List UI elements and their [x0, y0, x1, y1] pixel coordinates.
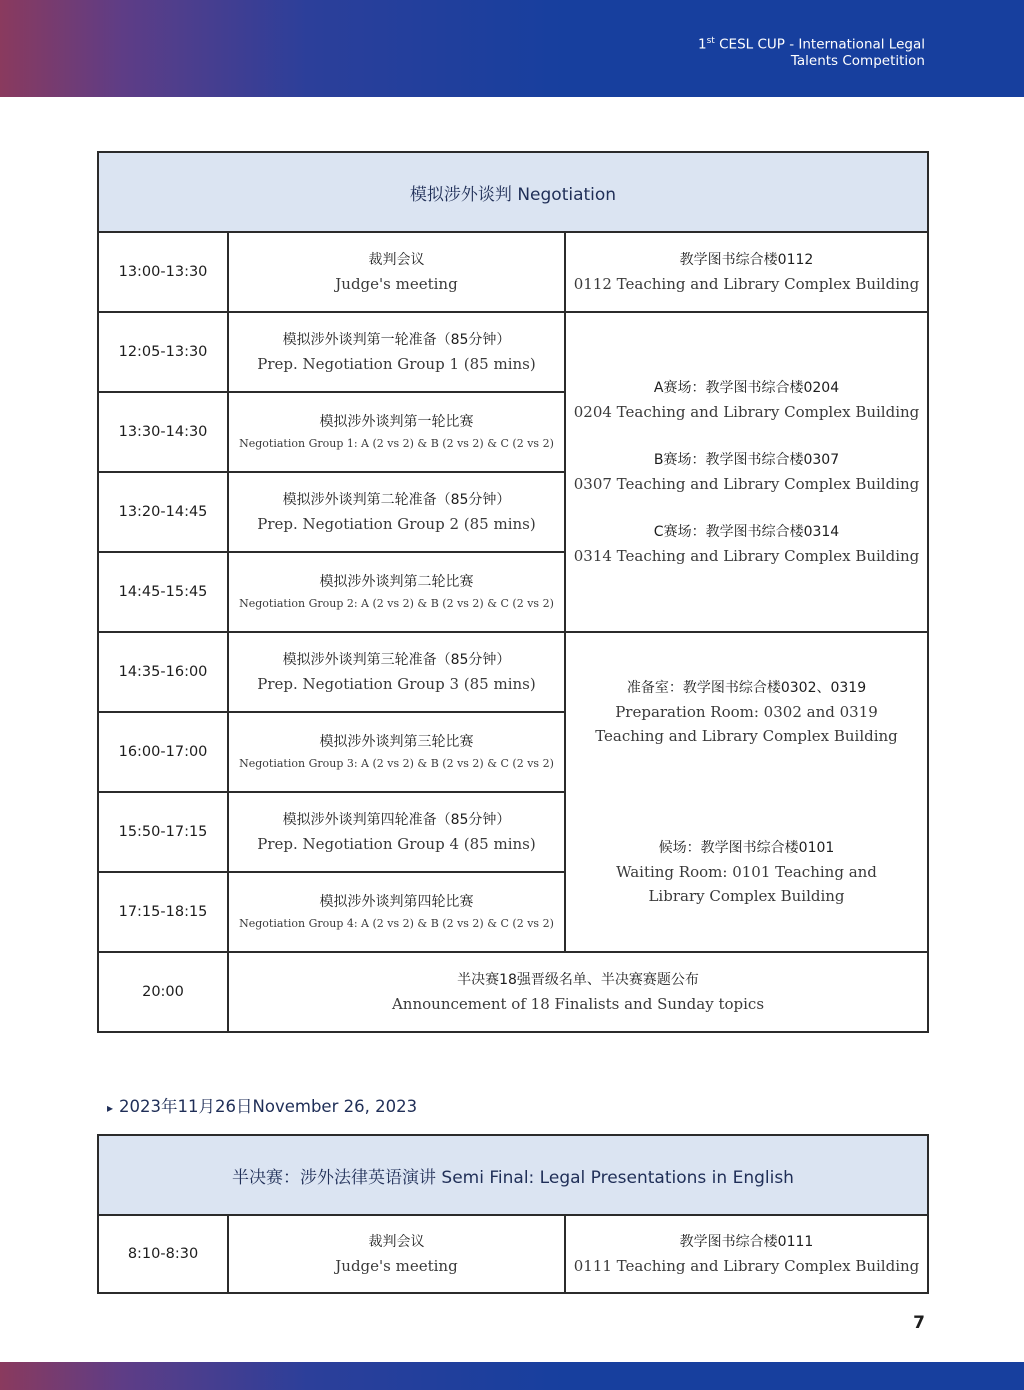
event-cell: 模拟涉外谈判第四轮准备（85分钟） Prep. Negotiation Group 4 (85 mins)	[228, 792, 565, 872]
event-cell: 模拟涉外谈判第二轮比赛 Negotiation Group 2: A (2 vs 2) & B (2 vs 2) & C (2 vs 2)	[228, 552, 565, 632]
time-cell: 13:30-14:30	[98, 392, 228, 472]
bullet-triangle-icon: ▸	[107, 1101, 114, 1115]
date-heading: ▸ 2023年11月26日November 26, 2023	[107, 1097, 418, 1116]
venue-cell: 教学图书综合楼0112 0112 Teaching and Library Complex Building	[565, 232, 928, 312]
event-cell: 裁判会议 Judge's meeting	[228, 1215, 565, 1293]
time-cell: 8:10-8:30	[98, 1215, 228, 1293]
time-cell: 12:05-13:30	[98, 312, 228, 392]
venue-cell: 教学图书综合楼0111 0111 Teaching and Library Complex Building	[565, 1215, 928, 1293]
time-cell: 15:50-17:15	[98, 792, 228, 872]
time-cell: 16:00-17:00	[98, 712, 228, 792]
event-cell: 裁判会议 Judge's meeting	[228, 232, 565, 312]
table-row	[98, 952, 928, 1032]
semifinal-schedule-table	[97, 1134, 929, 1294]
event-cell: 模拟涉外谈判第一轮准备（85分钟） Prep. Negotiation Group 1 (85 mins)	[228, 312, 565, 392]
table-title: 模拟涉外谈判 Negotiation	[98, 152, 928, 232]
venue-a: A赛场：教学图书综合楼0204 0204 Teaching and Library Complex Building	[573, 380, 920, 421]
venue-cell-competition-rooms	[565, 312, 928, 632]
table-row	[98, 312, 928, 392]
time-cell: 14:45-15:45	[98, 552, 228, 632]
time-cell: 14:35-16:00	[98, 632, 228, 712]
header-title: 1st CESL CUP - International Legal Talents Competition	[698, 36, 925, 69]
negotiation-schedule-table	[97, 151, 929, 1033]
venue-waiting-room: 候场：教学图书综合楼0101 Waiting Room: 0101 Teaching and Library Complex Building	[616, 840, 877, 905]
venue-c: C赛场：教学图书综合楼0314 0314 Teaching and Library Complex Building	[573, 524, 920, 565]
table-row	[98, 632, 928, 712]
venue-cell-support-rooms	[565, 632, 928, 952]
time-cell: 20:00	[98, 952, 228, 1032]
event-cell: 模拟涉外谈判第三轮比赛 Negotiation Group 3: A (2 vs 2) & B (2 vs 2) & C (2 vs 2)	[228, 712, 565, 792]
time-cell: 17:15-18:15	[98, 872, 228, 952]
announcement-cell: 半决赛18强晋级名单、半决赛赛题公布 Announcement of 18 Finalists and Sunday topics	[228, 952, 928, 1032]
event-cell: 模拟涉外谈判第一轮比赛 Negotiation Group 1: A (2 vs 2) & B (2 vs 2) & C (2 vs 2)	[228, 392, 565, 472]
table-row	[98, 1215, 928, 1293]
time-cell: 13:00-13:30	[98, 232, 228, 312]
venue-b: B赛场：教学图书综合楼0307 0307 Teaching and Library Complex Building	[573, 452, 920, 493]
page-number: 7	[913, 1313, 925, 1333]
event-cell: 模拟涉外谈判第二轮准备（85分钟） Prep. Negotiation Group 2 (85 mins)	[228, 472, 565, 552]
table-row	[98, 232, 928, 312]
venue-preparation-room: 准备室：教学图书综合楼0302、0319 Preparation Room: 0302 and 0319 Teaching and Library Complex Building	[595, 680, 898, 745]
footer-band	[0, 1362, 1024, 1390]
event-cell: 模拟涉外谈判第三轮准备（85分钟） Prep. Negotiation Group 3 (85 mins)	[228, 632, 565, 712]
time-cell: 13:20-14:45	[98, 472, 228, 552]
event-cell: 模拟涉外谈判第四轮比赛 Negotiation Group 4: A (2 vs 2) & B (2 vs 2) & C (2 vs 2)	[228, 872, 565, 952]
table-title: 半决赛：涉外法律英语演讲 Semi Final: Legal Presentations in English	[98, 1135, 928, 1215]
